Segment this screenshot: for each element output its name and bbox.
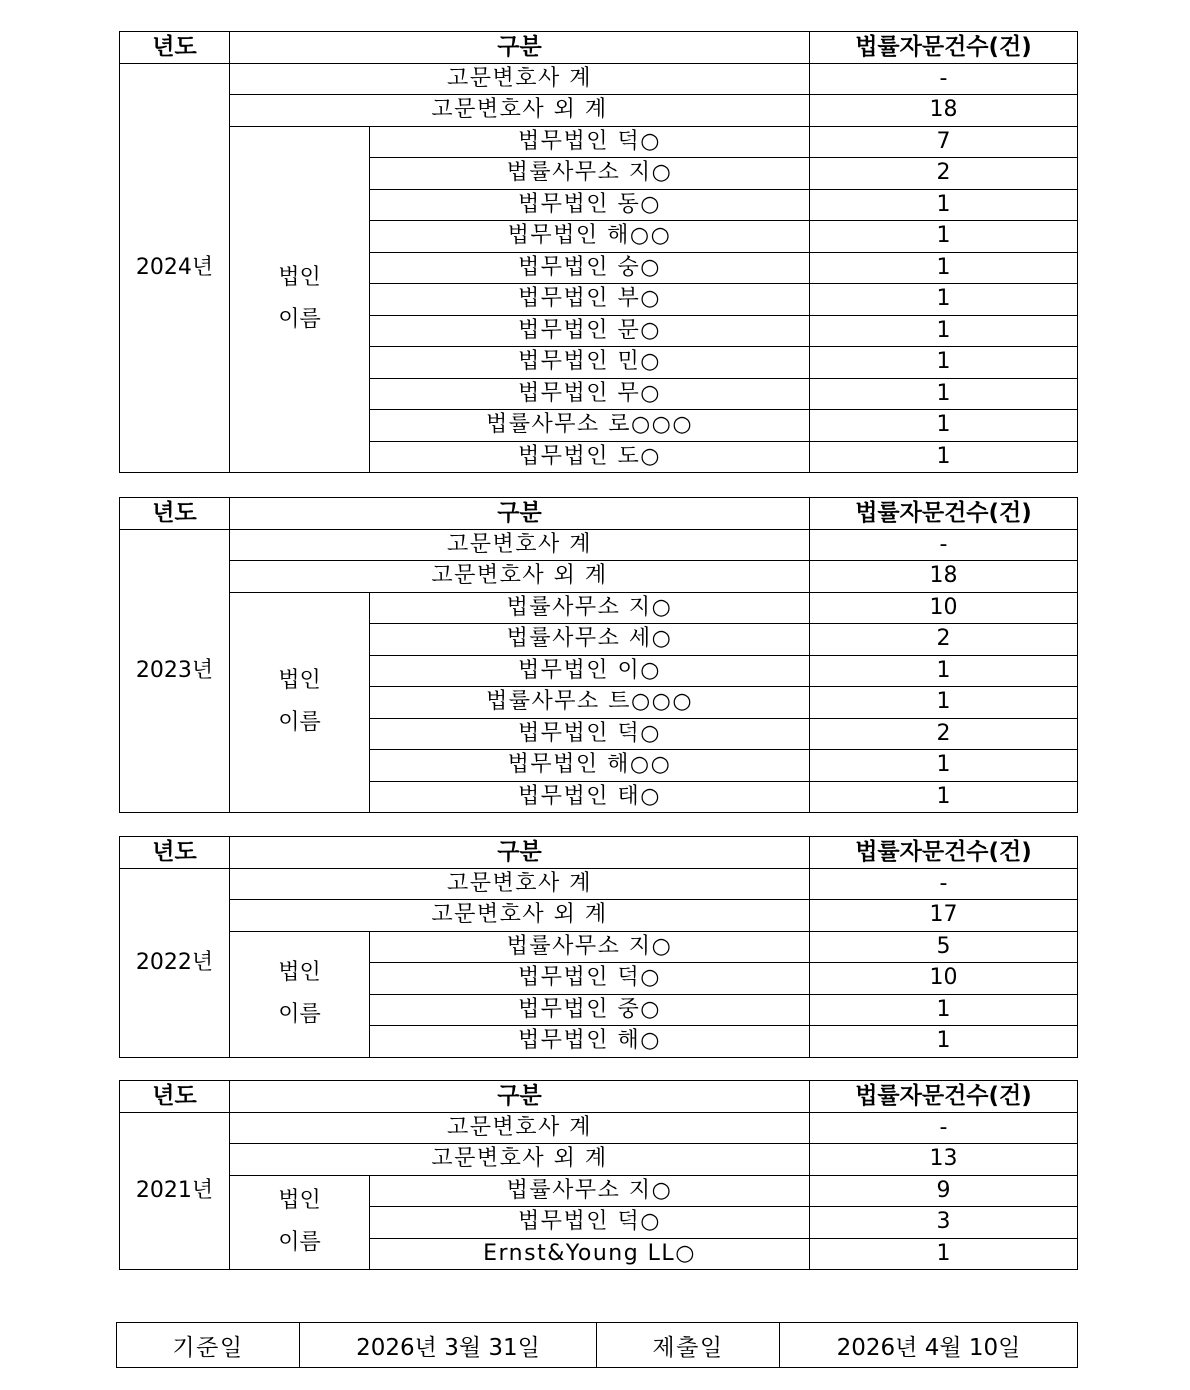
firm-name: 법무법인 덕○ bbox=[370, 963, 810, 995]
firm-count: 1 bbox=[810, 221, 1078, 253]
corp-label-line1: 법인 bbox=[278, 668, 321, 694]
firm-count: 1 bbox=[810, 347, 1078, 379]
firm-name: 법무법인 해○ bbox=[370, 1026, 810, 1058]
count-header: 법률자문건수(건) bbox=[810, 498, 1078, 530]
base-date-label: 기준일 bbox=[117, 1323, 300, 1368]
header-row bbox=[120, 498, 1078, 530]
firm-count: 2 bbox=[810, 624, 1078, 656]
advisor-total-label: 고문변호사 계 bbox=[230, 63, 810, 95]
firm-name: 법무법인 태○ bbox=[370, 781, 810, 813]
firm-count: 10 bbox=[810, 963, 1078, 995]
firm-count: 5 bbox=[810, 931, 1078, 963]
year-table bbox=[119, 836, 1078, 1058]
advisor-total-count: - bbox=[810, 868, 1078, 900]
corp-label-line2: 이름 bbox=[278, 710, 321, 736]
firm-count: 1 bbox=[810, 1238, 1078, 1270]
category-header: 구분 bbox=[230, 1081, 810, 1113]
firm-count: 1 bbox=[810, 410, 1078, 442]
firm-count: 1 bbox=[810, 315, 1078, 347]
advisor-total-count: - bbox=[810, 63, 1078, 95]
count-header: 법률자문건수(건) bbox=[810, 837, 1078, 869]
base-date-value: 2026년 3월 31일 bbox=[300, 1323, 597, 1368]
firm-name: 법률사무소 트○○○ bbox=[370, 687, 810, 719]
year-table bbox=[119, 497, 1078, 813]
firm-count: 1 bbox=[810, 378, 1078, 410]
non-advisor-total-label: 고문변호사 외 계 bbox=[230, 95, 810, 127]
year-header: 년도 bbox=[120, 1081, 230, 1113]
year-cell: 2023년 bbox=[120, 529, 230, 813]
advisor-total-row bbox=[120, 1112, 1078, 1144]
category-header: 구분 bbox=[230, 32, 810, 64]
firm-name: 법무법인 민○ bbox=[370, 347, 810, 379]
firm-count: 1 bbox=[810, 441, 1078, 473]
advisor-total-label: 고문변호사 계 bbox=[230, 529, 810, 561]
firm-count: 3 bbox=[810, 1207, 1078, 1239]
firm-name: 법무법인 해○○ bbox=[370, 750, 810, 782]
firm-name: Ernst&Young LL○ bbox=[370, 1238, 810, 1270]
firm-name: 법무법인 덕○ bbox=[370, 718, 810, 750]
firm-count: 1 bbox=[810, 750, 1078, 782]
advisor-total-label: 고문변호사 계 bbox=[230, 1112, 810, 1144]
firm-name: 법무법인 숭○ bbox=[370, 252, 810, 284]
firm-name: 법무법인 동○ bbox=[370, 189, 810, 221]
corp-name-label bbox=[230, 931, 370, 1057]
firm-count: 10 bbox=[810, 592, 1078, 624]
year-cell: 2021년 bbox=[120, 1112, 230, 1270]
corp-label-line2: 이름 bbox=[278, 1002, 321, 1027]
firm-count: 1 bbox=[810, 781, 1078, 813]
firm-name: 법률사무소 지○ bbox=[370, 1175, 810, 1207]
submit-date-label: 제출일 bbox=[597, 1323, 780, 1368]
advisor-total-count: - bbox=[810, 529, 1078, 561]
corp-name-label bbox=[230, 126, 370, 473]
firm-count: 2 bbox=[810, 718, 1078, 750]
firm-name: 법무법인 문○ bbox=[370, 315, 810, 347]
firm-count: 1 bbox=[810, 1026, 1078, 1058]
year-header: 년도 bbox=[120, 498, 230, 530]
firm-name: 법무법인 중○ bbox=[370, 994, 810, 1026]
firm-name: 법무법인 덕○ bbox=[370, 1207, 810, 1239]
header-row bbox=[120, 1081, 1078, 1113]
non-advisor-total-row bbox=[120, 95, 1078, 127]
non-advisor-total-count: 13 bbox=[810, 1144, 1078, 1176]
corp-label-line1: 법인 bbox=[278, 960, 321, 985]
advisor-total-count: - bbox=[810, 1112, 1078, 1144]
firm-count: 2 bbox=[810, 158, 1078, 190]
non-advisor-total-count: 17 bbox=[810, 900, 1078, 932]
non-advisor-total-count: 18 bbox=[810, 95, 1078, 127]
corp-label-line1: 법인 bbox=[278, 1188, 321, 1214]
non-advisor-total-row bbox=[120, 561, 1078, 593]
firm-count: 1 bbox=[810, 284, 1078, 316]
non-advisor-total-label: 고문변호사 외 계 bbox=[230, 900, 810, 932]
firm-name: 법무법인 이○ bbox=[370, 655, 810, 687]
firm-row bbox=[120, 931, 1078, 963]
non-advisor-total-row bbox=[120, 1144, 1078, 1176]
firm-name: 법무법인 덕○ bbox=[370, 126, 810, 158]
advisor-total-row bbox=[120, 868, 1078, 900]
firm-row bbox=[120, 1175, 1078, 1207]
advisor-total-row bbox=[120, 529, 1078, 561]
advisor-total-label: 고문변호사 계 bbox=[230, 868, 810, 900]
firm-name: 법률사무소 세○ bbox=[370, 624, 810, 656]
non-advisor-total-count: 18 bbox=[810, 561, 1078, 593]
year-table bbox=[119, 31, 1078, 473]
firm-count: 1 bbox=[810, 655, 1078, 687]
year-header: 년도 bbox=[120, 837, 230, 869]
year-cell: 2022년 bbox=[120, 868, 230, 1057]
corp-label-line2: 이름 bbox=[278, 307, 321, 333]
firm-count: 7 bbox=[810, 126, 1078, 158]
firm-name: 법률사무소 지○ bbox=[370, 931, 810, 963]
firm-name: 법무법인 해○○ bbox=[370, 221, 810, 253]
firm-name: 법무법인 무○ bbox=[370, 378, 810, 410]
firm-count: 1 bbox=[810, 189, 1078, 221]
firm-row bbox=[120, 126, 1078, 158]
firm-name: 법률사무소 지○ bbox=[370, 592, 810, 624]
non-advisor-total-label: 고문변호사 외 계 bbox=[230, 561, 810, 593]
firm-name: 법무법인 부○ bbox=[370, 284, 810, 316]
corp-label-line2: 이름 bbox=[278, 1230, 321, 1256]
year-table bbox=[119, 1080, 1078, 1270]
firm-row bbox=[120, 592, 1078, 624]
non-advisor-total-label: 고문변호사 외 계 bbox=[230, 1144, 810, 1176]
firm-count: 1 bbox=[810, 687, 1078, 719]
submit-date-value: 2026년 4월 10일 bbox=[780, 1323, 1078, 1368]
date-footer-table bbox=[116, 1322, 1078, 1368]
count-header: 법률자문건수(건) bbox=[810, 32, 1078, 64]
firm-count: 9 bbox=[810, 1175, 1078, 1207]
firm-name: 법률사무소 로○○○ bbox=[370, 410, 810, 442]
non-advisor-total-row bbox=[120, 900, 1078, 932]
year-header: 년도 bbox=[120, 32, 230, 64]
firm-count: 1 bbox=[810, 994, 1078, 1026]
header-row bbox=[120, 32, 1078, 64]
count-header: 법률자문건수(건) bbox=[810, 1081, 1078, 1113]
header-row bbox=[120, 837, 1078, 869]
firm-name: 법무법인 도○ bbox=[370, 441, 810, 473]
category-header: 구분 bbox=[230, 837, 810, 869]
corp-label-line1: 법인 bbox=[278, 265, 321, 291]
year-cell: 2024년 bbox=[120, 63, 230, 473]
firm-name: 법률사무소 지○ bbox=[370, 158, 810, 190]
corp-name-label bbox=[230, 592, 370, 813]
category-header: 구분 bbox=[230, 498, 810, 530]
firm-count: 1 bbox=[810, 252, 1078, 284]
advisor-total-row bbox=[120, 63, 1078, 95]
date-footer-row bbox=[117, 1323, 1078, 1368]
corp-name-label bbox=[230, 1175, 370, 1270]
